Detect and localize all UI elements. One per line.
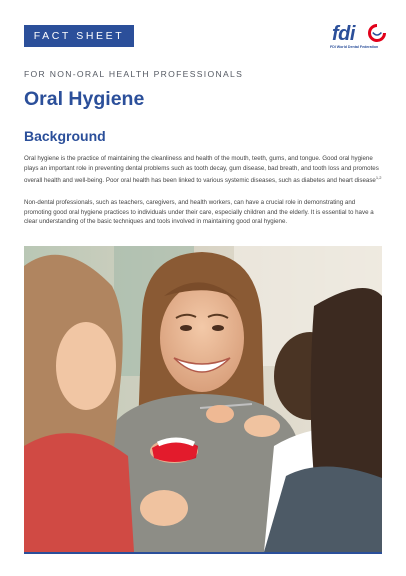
photo-illustration [24, 246, 382, 552]
logo-smile-icon [368, 24, 386, 42]
logo-wordmark: fdi [332, 23, 355, 45]
fact-sheet-badge [24, 25, 134, 47]
citation-superscript: 1,2 [375, 175, 382, 181]
fdi-logo [330, 22, 386, 52]
fact-sheet-label: FACT SHEET [33, 30, 125, 42]
classroom-photo [24, 246, 382, 552]
photo-bottom-rule [24, 552, 382, 554]
background-paragraph-2: Non-dental professionals, such as teachers, caregivers, and health workers, can have a crucial role in demonstrating and promoting good oral hygiene practices to individuals under their care, especially children and the elderly. It is essential to have a clear understanding of the basic techniques and tools involved in maintaining good oral hygiene. [24, 199, 374, 226]
logo-mark [332, 22, 355, 44]
audience-eyebrow: FOR NON-ORAL HEALTH PROFESSIONALS [24, 69, 244, 79]
page-title: Oral Hygiene [24, 88, 145, 110]
paragraph-1-text: Oral hygiene is the practice of maintaining the cleanliness and health of the mouth, teeth, gums, and tongue. Good oral hygiene plays an important role in preventing dental problems such as tooth decay, gum disease, bad breath, and tooth loss and promotes overall health and well-being. Poor oral health has been linked to various systemic diseases, such as diabetes and heart disease [24, 155, 379, 185]
background-paragraph-1 [24, 154, 382, 186]
logo-subtitle: FDI World Dental Federation [330, 45, 379, 49]
section-heading-background: Background [24, 128, 106, 144]
